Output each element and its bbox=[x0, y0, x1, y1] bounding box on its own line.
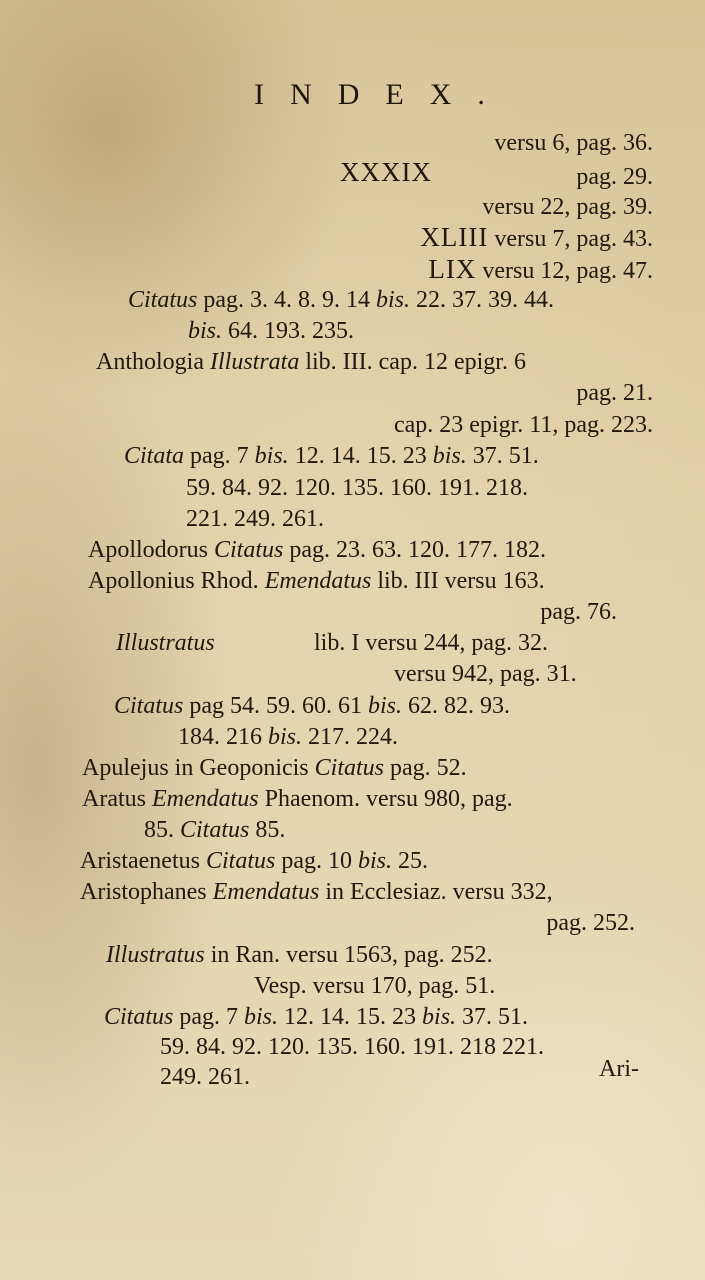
index-headword: Aristaenetus bbox=[80, 848, 200, 874]
index-line: Aratus Emendatus Phaenom. versu 980, pag. bbox=[82, 786, 513, 812]
index-line: versu 942, pag. 31. bbox=[394, 661, 577, 687]
index-headword: Aratus bbox=[82, 786, 146, 812]
index-line: pag. 29. bbox=[576, 164, 653, 190]
index-headword: Apollonius Rhod. bbox=[88, 568, 259, 594]
index-headword: Apollodorus bbox=[88, 537, 208, 563]
index-line: 184. 216 bis. 217. 224. bbox=[178, 724, 399, 750]
index-line: pag. 252. bbox=[546, 910, 635, 936]
index-line: lib. I versu 244, pag. 32. bbox=[314, 630, 548, 656]
index-line: XLIII versu 7, pag. 43. bbox=[420, 222, 653, 252]
index-line: Vesp. versu 170, pag. 51. bbox=[254, 973, 496, 999]
index-line: Anthologia Illustrata lib. III. cap. 12 epigr. 6 bbox=[96, 349, 526, 375]
index-line: Apulejus in Geoponicis Citatus pag. 52. bbox=[82, 755, 467, 781]
index-line: 249. 261. bbox=[160, 1064, 250, 1090]
index-line: 59. 84. 92. 120. 135. 160. 191. 218. bbox=[186, 475, 528, 501]
roman-numeral: LIX bbox=[428, 254, 477, 284]
index-line: Citatus pag. 3. 4. 8. 9. 14 bis. 22. 37. 39. 44. bbox=[128, 287, 555, 313]
index-line: pag. 21. bbox=[576, 380, 653, 406]
index-line: Citatus pag 54. 59. 60. 61 bis. 62. 82. 93. bbox=[114, 693, 511, 719]
index-line: Aristaenetus Citatus pag. 10 bis. 25. bbox=[80, 848, 428, 874]
index-line: Aristophanes Emendatus in Ecclesiaz. versu 332, bbox=[80, 879, 553, 905]
index-headword: Anthologia bbox=[96, 349, 204, 375]
index-line: bis. 64. 193. 235. bbox=[188, 318, 355, 344]
page-header: INDEX. bbox=[254, 78, 511, 111]
index-line: Apollonius Rhod. Emendatus lib. III versu 163. bbox=[88, 568, 545, 594]
index-line: Illustratus bbox=[116, 630, 215, 656]
index-line: pag. 76. bbox=[540, 599, 617, 625]
index-line: versu 6, pag. 36. bbox=[494, 130, 653, 156]
index-line: 59. 84. 92. 120. 135. 160. 191. 218 221. bbox=[160, 1034, 544, 1060]
index-line: Citatus pag. 7 bis. 12. 14. 15. 23 bis. 37. 51. bbox=[104, 1004, 529, 1030]
index-line: LIX versu 12, pag. 47. bbox=[428, 254, 653, 284]
index-line: 221. 249. 261. bbox=[186, 506, 324, 532]
roman-numeral: XLIII bbox=[420, 222, 489, 252]
index-line bbox=[340, 157, 432, 189]
index-line: 85. Citatus 85. bbox=[144, 817, 286, 843]
index-line: versu 22, pag. 39. bbox=[482, 194, 653, 220]
index-line: Apollodorus Citatus pag. 23. 63. 120. 177. 182. bbox=[88, 537, 547, 563]
index-line: Illustratus in Ran. versu 1563, pag. 252. bbox=[106, 942, 493, 968]
catchword: Ari- bbox=[599, 1056, 639, 1082]
index-line: cap. 23 epigr. 11, pag. 223. bbox=[393, 412, 653, 438]
index-line: Citata pag. 7 bis. 12. 14. 15. 23 bis. 37. 51. bbox=[124, 443, 539, 469]
roman-numeral: XXXIX bbox=[340, 157, 432, 187]
index-headword: Apulejus in Geoponicis bbox=[82, 755, 309, 781]
index-headword: Aristophanes bbox=[80, 879, 207, 905]
